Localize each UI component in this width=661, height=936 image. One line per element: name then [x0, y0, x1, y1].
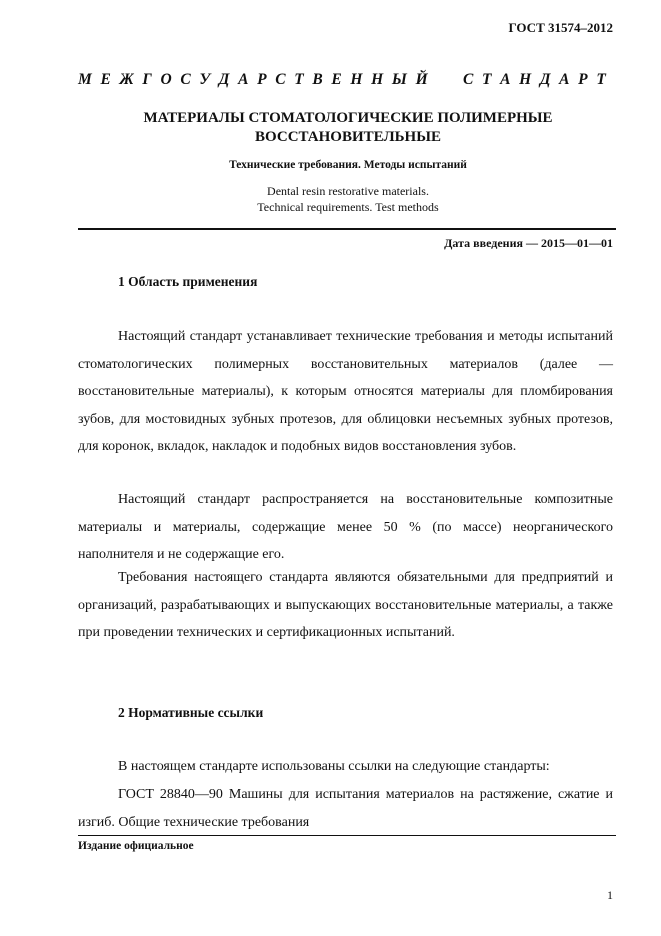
heading-letter: Й	[415, 71, 428, 88]
heading-letter: Р	[257, 71, 267, 88]
document-subtitle: Технические требования. Методы испытаний	[229, 159, 467, 171]
heading-letter: Н	[371, 71, 384, 88]
heading-letter: Т	[294, 71, 304, 88]
section-1-paragraph-2: Настоящий стандарт распространяется на восстановительные композитные материалы и материалы, содержащие менее 50 % (по массе) неорганического наполнителя и не содержащие его.	[78, 492, 613, 562]
heading-letter: О	[160, 71, 172, 88]
title-line-2: ВОССТАНОВИТЕЛЬНЫЕ	[255, 129, 441, 145]
english-title	[48, 183, 648, 215]
heading-letter: Е	[100, 71, 111, 88]
heading-letter: С	[275, 71, 286, 88]
section-1-paragraph-3: Требования настоящего стандарта являются обязательными для предприятий и организаций, разрабатывающих и выпускающих восстановительные материалы, а также при проведении технических и сертификационных испытаний.	[78, 570, 613, 640]
page-number: 1	[607, 888, 613, 902]
heading-letter: Ж	[119, 71, 134, 88]
official-edition-label: Издание официальное	[78, 840, 194, 852]
title-line-1: МАТЕРИАЛЫ СТОМАТОЛОГИЧЕСКИЕ ПОЛИМЕРНЫЕ	[143, 110, 553, 126]
heading-letter: Т	[596, 71, 606, 88]
heading-letter: Г	[142, 71, 152, 88]
english-title-line-1: Dental resin restorative materials.	[267, 184, 429, 198]
header-rule	[78, 228, 616, 230]
document-title	[48, 109, 648, 147]
heading-letter: У	[199, 71, 211, 88]
section-2-paragraph-2: ГОСТ 28840—90 Машины для испытания материалов на растяжение, сжатие и изгиб. Общие технические требования	[78, 787, 613, 830]
heading-letter: В	[312, 71, 323, 88]
english-title-line-2: Technical requirements. Test methods	[257, 200, 439, 214]
section-1-heading: 1 Область применения	[118, 274, 258, 289]
heading-letter: Д	[218, 71, 230, 88]
section-2-paragraph-1: В настоящем стандарте использованы ссылки на следующие стандарты:	[118, 759, 550, 774]
heading-letter: М	[78, 71, 92, 88]
heading-letter: Д	[539, 71, 551, 88]
heading-letter: А	[500, 71, 511, 88]
interstate-standard-heading	[78, 71, 606, 89]
heading-letter: Н	[519, 71, 532, 88]
heading-letter: Т	[482, 71, 492, 88]
section-1-paragraph-1: Настоящий стандарт устанавливает технические требования и методы испытаний стоматологических полимерных восстановительных материалов (далее — восстановительные материалы), к которым относятся материалы для пломбирования зубов, для мостовидных зубных протезов, для облицовки несъемных зубных протезов, для коронок, вкладок, накладок и подобных видов восстановления зубов.	[78, 329, 613, 454]
heading-letter: С	[180, 71, 191, 88]
document-number: ГОСТ 31574–2012	[508, 20, 613, 35]
section-2-heading: 2 Нормативные ссылки	[118, 705, 264, 720]
heading-letter: Е	[331, 71, 342, 88]
footer-rule	[78, 835, 616, 836]
heading-letter: С	[462, 71, 474, 88]
word-gap	[436, 71, 454, 89]
heading-letter: Ы	[391, 71, 407, 88]
heading-letter: А	[559, 71, 570, 88]
heading-letter: Р	[578, 71, 588, 88]
introduction-date: Дата введения — 2015—01—01	[444, 236, 613, 250]
heading-letter: А	[238, 71, 249, 88]
heading-letter: Н	[350, 71, 363, 88]
